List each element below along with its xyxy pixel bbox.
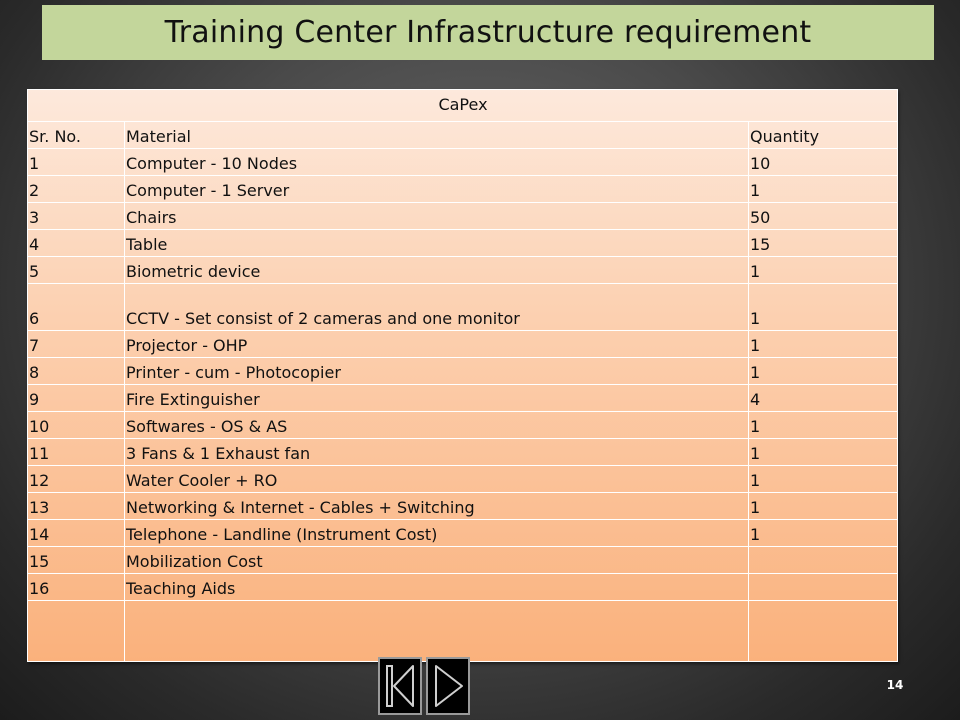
cell-material: Biometric device	[125, 257, 749, 284]
header-quantity: Quantity	[749, 122, 898, 149]
table-row	[28, 412, 898, 439]
table-row	[28, 520, 898, 547]
cell-sr-no: 5	[28, 257, 125, 284]
cell-quantity: 1	[749, 493, 898, 520]
table-row	[28, 284, 898, 331]
header-material: Material	[125, 122, 749, 149]
cell-quantity: 1	[749, 412, 898, 439]
cell-quantity: 15	[749, 230, 898, 257]
cell-material: Teaching Aids	[125, 574, 749, 601]
capex-table-container	[27, 89, 897, 662]
table-caption: CaPex	[28, 90, 898, 122]
header-sr-no: Sr. No.	[28, 122, 125, 149]
cell-sr-no: 14	[28, 520, 125, 547]
cell-sr-no: 9	[28, 385, 125, 412]
first-slide-button[interactable]	[378, 657, 422, 715]
cell-sr-no: 7	[28, 331, 125, 358]
cell-quantity	[749, 547, 898, 574]
table-row	[28, 466, 898, 493]
table-row	[28, 385, 898, 412]
cell-material: 3 Fans & 1 Exhaust fan	[125, 439, 749, 466]
cell-empty	[28, 601, 125, 662]
cell-material: Table	[125, 230, 749, 257]
cell-sr-no: 13	[28, 493, 125, 520]
table-row	[28, 547, 898, 574]
cell-sr-no: 2	[28, 176, 125, 203]
table-row	[28, 149, 898, 176]
table-row	[28, 574, 898, 601]
table-row	[28, 230, 898, 257]
cell-material: Projector - OHP	[125, 331, 749, 358]
table-row	[28, 176, 898, 203]
cell-material: CCTV - Set consist of 2 cameras and one monitor	[125, 284, 749, 331]
table-caption-row	[28, 90, 898, 122]
cell-sr-no: 12	[28, 466, 125, 493]
slide-title-bar	[42, 5, 934, 60]
cell-sr-no: 4	[28, 230, 125, 257]
cell-quantity: 1	[749, 520, 898, 547]
cell-quantity: 1	[749, 439, 898, 466]
cell-sr-no: 8	[28, 358, 125, 385]
cell-sr-no: 15	[28, 547, 125, 574]
page-number: 14	[886, 678, 904, 692]
capex-table	[27, 89, 898, 662]
cell-empty	[125, 601, 749, 662]
cell-sr-no: 3	[28, 203, 125, 230]
cell-material: Water Cooler + RO	[125, 466, 749, 493]
cell-quantity: 1	[749, 466, 898, 493]
slide-title: Training Center Infrastructure requirement	[164, 15, 812, 50]
cell-material: Softwares - OS & AS	[125, 412, 749, 439]
table-row	[28, 257, 898, 284]
cell-quantity: 10	[749, 149, 898, 176]
cell-sr-no: 6	[28, 284, 125, 331]
cell-material: Printer - cum - Photocopier	[125, 358, 749, 385]
cell-quantity: 1	[749, 176, 898, 203]
cell-quantity: 1	[749, 257, 898, 284]
cell-material: Computer - 10 Nodes	[125, 149, 749, 176]
table-row	[28, 439, 898, 466]
table-row	[28, 493, 898, 520]
cell-sr-no: 1	[28, 149, 125, 176]
cell-sr-no: 11	[28, 439, 125, 466]
cell-material: Networking & Internet - Cables + Switching	[125, 493, 749, 520]
cell-quantity: 4	[749, 385, 898, 412]
cell-quantity: 50	[749, 203, 898, 230]
cell-quantity: 1	[749, 284, 898, 331]
cell-sr-no: 10	[28, 412, 125, 439]
first-slide-icon	[382, 661, 418, 711]
cell-material: Fire Extinguisher	[125, 385, 749, 412]
table-empty-row	[28, 601, 898, 662]
next-slide-icon	[430, 661, 466, 711]
table-row	[28, 203, 898, 230]
next-slide-button[interactable]	[426, 657, 470, 715]
cell-quantity: 1	[749, 358, 898, 385]
cell-material: Computer - 1 Server	[125, 176, 749, 203]
cell-material: Telephone - Landline (Instrument Cost)	[125, 520, 749, 547]
cell-quantity	[749, 574, 898, 601]
table-row	[28, 358, 898, 385]
cell-quantity: 1	[749, 331, 898, 358]
table-header-row	[28, 122, 898, 149]
cell-material: Chairs	[125, 203, 749, 230]
table-row	[28, 331, 898, 358]
cell-material: Mobilization Cost	[125, 547, 749, 574]
cell-empty	[749, 601, 898, 662]
cell-sr-no: 16	[28, 574, 125, 601]
